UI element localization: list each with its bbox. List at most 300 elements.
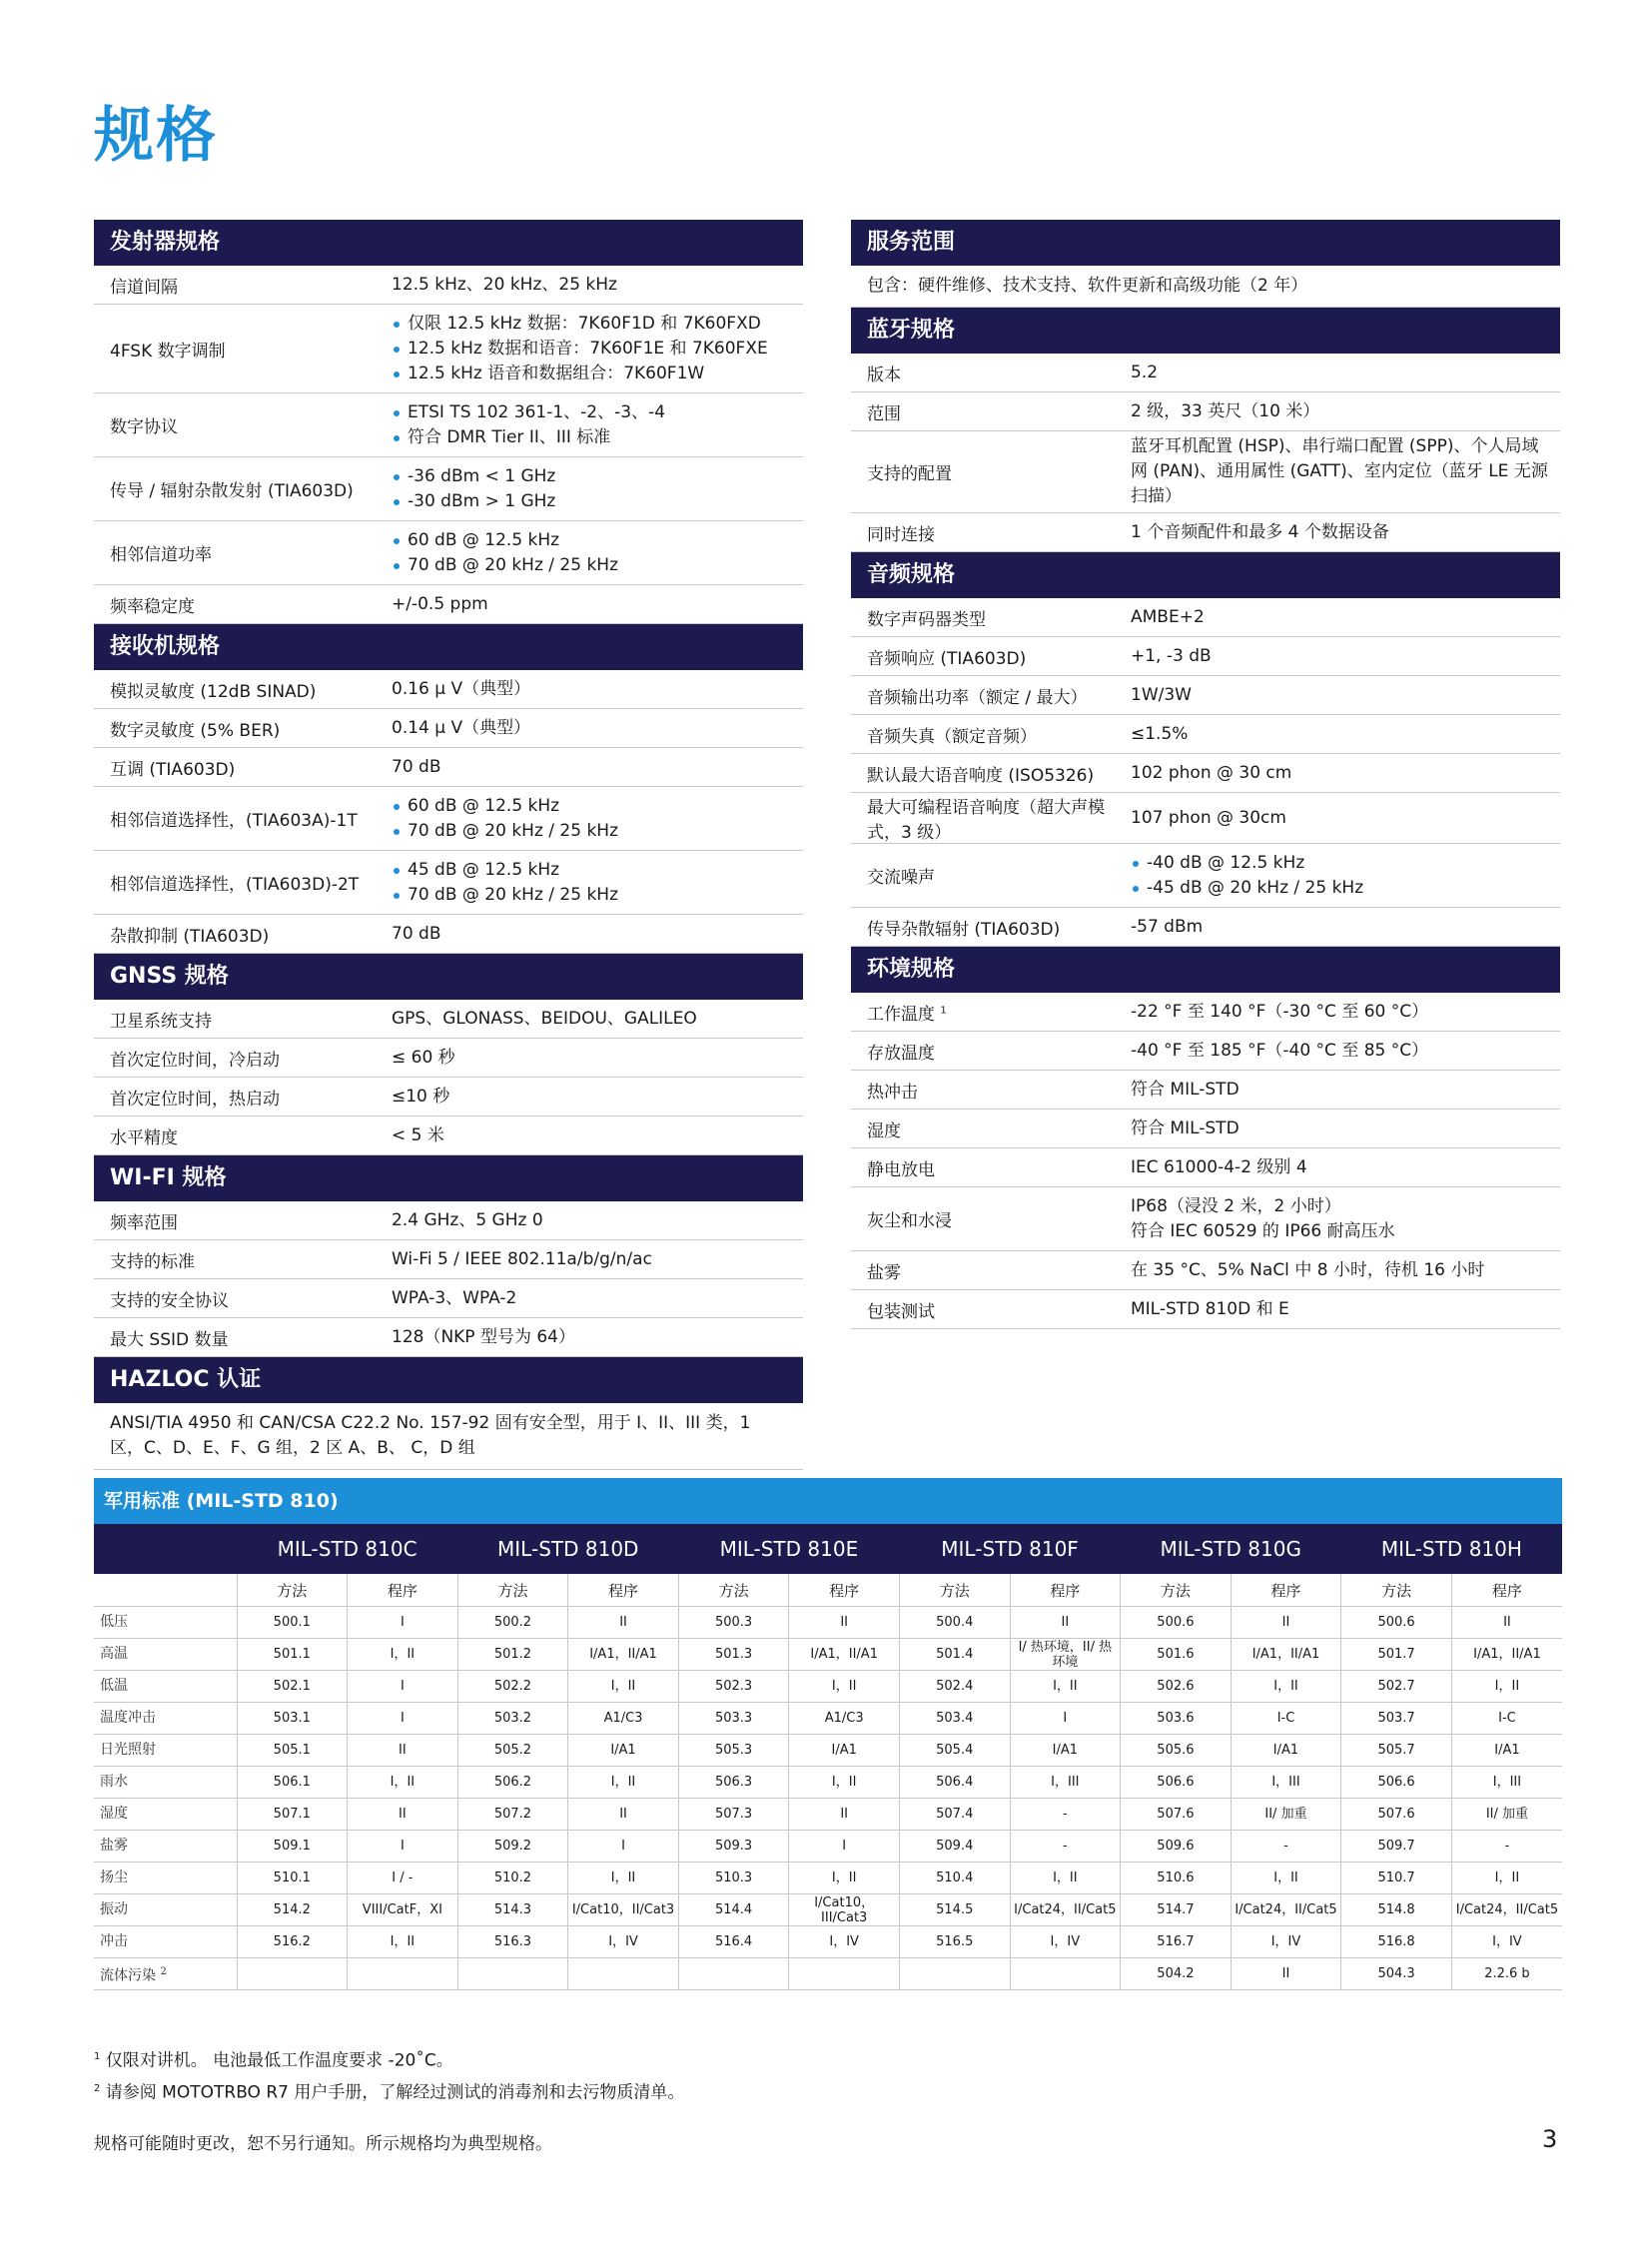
spec-row — [94, 1000, 803, 1039]
spec-row — [851, 431, 1560, 513]
mil-method-cell: 502.3 — [678, 1671, 789, 1703]
mil-procedure-cell: I，II — [1010, 1671, 1121, 1703]
spec-label-text: 模拟灵敏度 (12dB SINAD) — [110, 681, 317, 702]
section-note: 包含：硬件维修、技术支持、软件更新和高级功能（2 年） — [851, 266, 1560, 308]
mil-method-cell: 502.2 — [457, 1671, 568, 1703]
spec-row — [94, 670, 803, 709]
mil-procedure-cell: I/A1 — [789, 1735, 900, 1767]
footnote-1 — [94, 2043, 684, 2075]
spec-bullet-item: 45 dB @ 12.5 kHz — [392, 858, 793, 883]
mil-procedure-header: 程序 — [348, 1574, 458, 1607]
spec-value — [1131, 1075, 1560, 1106]
footnotes — [94, 2043, 684, 2106]
mil-method-cell: 500.2 — [457, 1607, 568, 1639]
spec-label-text: 音频失真（额定音频） — [867, 726, 1037, 747]
spec-bullet-item: 70 dB @ 20 kHz / 25 kHz — [392, 883, 793, 908]
spec-value-line: GPS、GLONASS、BEIDOU、GALILEO — [392, 1008, 697, 1029]
spec-value-line: 70 dB — [392, 923, 441, 944]
mil-row-label-text: 低温 — [100, 1678, 128, 1694]
mil-row-label-text: 低压 — [100, 1614, 128, 1630]
spec-value — [392, 589, 803, 620]
spec-label — [851, 793, 1111, 843]
spec-label-text: 包装测试 — [867, 1301, 935, 1322]
spec-label — [94, 755, 392, 780]
spec-value — [392, 674, 803, 705]
mil-method-cell: 501.4 — [899, 1639, 1010, 1671]
mil-method-cell: 505.7 — [1341, 1735, 1452, 1767]
mil-procedure-cell: I/A1，II/A1 — [568, 1639, 679, 1671]
spec-value-line: +1, -3 dB — [1131, 645, 1212, 666]
spec-label — [94, 677, 392, 702]
mil-method-cell: 503.6 — [1121, 1703, 1232, 1735]
mil-method-cell: 507.6 — [1341, 1799, 1452, 1831]
footnote-mark: 2 — [94, 2082, 101, 2094]
mil-method-cell: 507.6 — [1121, 1799, 1232, 1831]
spec-row — [94, 1117, 803, 1155]
mil-method-cell: 500.3 — [678, 1607, 789, 1639]
spec-label-text: 灰尘和水浸 — [867, 1211, 952, 1231]
mil-procedure-cell: I，II — [789, 1671, 900, 1703]
spec-label — [94, 273, 392, 298]
table-row — [94, 1767, 1562, 1799]
mil-method-cell: 504.3 — [1341, 1958, 1452, 1990]
mil-procedure-cell: II — [1010, 1607, 1121, 1639]
mil-procedure-cell: I，IV — [568, 1926, 679, 1958]
mil-procedure-cell: II/ 加重 — [1231, 1799, 1341, 1831]
mil-procedure-cell: I，III — [1451, 1767, 1562, 1799]
spec-label — [851, 1039, 1131, 1064]
mil-method-cell: 501.7 — [1341, 1639, 1452, 1671]
spec-value — [392, 713, 803, 744]
mil-procedure-cell: I — [348, 1831, 458, 1863]
spec-label-text: 数字协议 — [110, 417, 178, 437]
mil-procedure-cell: I/Cat24，II/Cat5 — [1010, 1894, 1121, 1926]
spec-label-text: 音频输出功率（额定 / 最大） — [867, 687, 1088, 708]
spec-label-text: 支持的配置 — [867, 464, 952, 484]
table-row — [94, 1894, 1562, 1926]
mil-method-cell: 502.6 — [1121, 1671, 1232, 1703]
spec-row — [851, 844, 1560, 908]
mil-method-cell: 506.4 — [899, 1767, 1010, 1799]
spec-label — [851, 1155, 1131, 1180]
spec-value — [1131, 1114, 1560, 1144]
spec-value-line: 符合 MIL-STD — [1131, 1079, 1239, 1100]
spec-row — [94, 748, 803, 787]
mil-method-cell: 514.7 — [1121, 1894, 1232, 1926]
mil-procedure-cell — [1010, 1958, 1121, 1990]
spec-label — [94, 1325, 392, 1350]
section-header: 蓝牙规格 — [851, 308, 1560, 354]
spec-row — [94, 1078, 803, 1117]
table-row — [94, 1735, 1562, 1767]
left-spec-column — [94, 220, 803, 1470]
mil-procedure-cell: I/A1，II/A1 — [1231, 1639, 1341, 1671]
spec-value-line: ≤ 60 秒 — [392, 1047, 455, 1068]
spec-label-text: 盐雾 — [867, 1262, 901, 1283]
footnote-ref: 2 — [160, 1965, 167, 1977]
mil-procedure-cell: I，IV — [1231, 1926, 1341, 1958]
spec-value — [392, 397, 803, 453]
mil-procedure-cell: - — [1010, 1831, 1121, 1863]
spec-row — [94, 915, 803, 954]
table-row — [94, 1958, 1562, 1990]
spec-row — [851, 793, 1560, 844]
spec-value-line: IP68（浸没 2 米，2 小时） — [1131, 1195, 1341, 1216]
mil-procedure-cell: I，IV — [1010, 1926, 1121, 1958]
mil-method-cell: 506.3 — [678, 1767, 789, 1799]
spec-value — [392, 1043, 803, 1074]
spec-label — [851, 399, 1131, 424]
spec-row — [851, 1110, 1560, 1148]
mil-procedure-cell: I/A1 — [1451, 1735, 1562, 1767]
spec-label — [851, 459, 1131, 484]
mil-row-label — [94, 1735, 237, 1767]
mil-method-cell: 505.6 — [1121, 1735, 1232, 1767]
spec-label-text: 支持的安全协议 — [110, 1290, 229, 1311]
spec-value — [392, 752, 803, 783]
spec-label — [851, 863, 1131, 888]
mil-method-cell: 503.2 — [457, 1703, 568, 1735]
mil-method-cell: 510.3 — [678, 1863, 789, 1894]
mil-method-cell: 510.2 — [457, 1863, 568, 1894]
mil-procedure-cell: I，II — [1010, 1863, 1121, 1894]
footnote-2 — [94, 2075, 684, 2107]
mil-procedure-cell: A1/C3 — [568, 1703, 679, 1735]
spec-label — [851, 761, 1111, 786]
mil-row-label-text: 流体污染 — [100, 1967, 156, 1984]
section-header: WI-FI 规格 — [94, 1155, 803, 1201]
spec-label — [94, 806, 392, 831]
spec-value-line: 1 个音频配件和最多 4 个数据设备 — [1131, 521, 1389, 542]
mil-method-cell: 500.6 — [1121, 1607, 1232, 1639]
spec-value — [1131, 1294, 1560, 1325]
spec-bullet-item: 60 dB @ 12.5 kHz — [392, 528, 793, 553]
table-row — [94, 1607, 1562, 1639]
spec-label-text: 相邻信道选择性，(TIA603D)-2T — [110, 875, 360, 895]
spec-label-text: 首次定位时间，热启动 — [110, 1089, 280, 1110]
mil-method-cell: 506.2 — [457, 1767, 568, 1799]
mil-procedure-cell — [789, 1958, 900, 1990]
mil-row-label-text: 盐雾 — [100, 1838, 128, 1854]
right-spec-column — [851, 220, 1560, 1329]
mil-procedure-cell — [568, 1958, 679, 1990]
spec-value-line: 2.4 GHz、5 GHz 0 — [392, 1209, 543, 1230]
spec-bullet-item: 70 dB @ 20 kHz / 25 kHz — [392, 553, 793, 578]
mil-row-label — [94, 1926, 237, 1958]
spec-value-line: 107 phon @ 30cm — [1131, 807, 1286, 828]
page-number: 3 — [1542, 2125, 1558, 2153]
spec-row — [94, 457, 803, 521]
section-header: 接收机规格 — [94, 624, 803, 670]
page-title: 规格 — [94, 101, 218, 171]
mil-method-cell: 502.7 — [1341, 1671, 1452, 1703]
spec-row — [851, 1148, 1560, 1187]
spec-bullet-item: -30 dBm > 1 GHz — [392, 489, 793, 514]
mil-method-header: 方法 — [678, 1574, 789, 1607]
spec-value — [392, 1120, 803, 1151]
mil-procedure-cell: I，II — [348, 1639, 458, 1671]
mil-method-cell: 509.3 — [678, 1831, 789, 1863]
mil-procedure-cell: I — [1010, 1703, 1121, 1735]
mil-row-label — [94, 1863, 237, 1894]
mil-method-header: 方法 — [899, 1574, 1010, 1607]
spec-label-text: 湿度 — [867, 1120, 901, 1141]
spec-label-text: 数字灵敏度 (5% BER) — [110, 720, 281, 741]
mil-row-label-text: 振动 — [100, 1901, 128, 1917]
spec-label — [94, 337, 392, 362]
mil-method-cell: 503.7 — [1341, 1703, 1452, 1735]
spec-row — [851, 754, 1560, 793]
spec-value-line: 70 dB — [392, 756, 441, 777]
spec-row — [94, 709, 803, 748]
spec-label-text: 水平精度 — [110, 1127, 178, 1148]
table-row — [94, 1926, 1562, 1958]
mil-procedure-header: 程序 — [1010, 1574, 1121, 1607]
mil-standard-header: MIL-STD 810F — [899, 1524, 1120, 1574]
mil-procedure-cell: I，II — [568, 1671, 679, 1703]
mil-procedure-cell: VIII/CatF，XI — [348, 1894, 458, 1926]
footnote-text: 请参阅 MOTOTRBO R7 用户手册，了解经过测试的消毒剂和去污物质清单。 — [105, 2082, 685, 2103]
mil-procedure-header: 程序 — [1451, 1574, 1562, 1607]
spec-bullet-item: -40 dB @ 12.5 kHz — [1131, 851, 1550, 876]
mil-standard-header: MIL-STD 810C — [237, 1524, 457, 1574]
spec-label — [94, 1286, 392, 1311]
spec-value — [392, 525, 803, 581]
mil-method-cell — [457, 1958, 568, 1990]
spec-value — [392, 919, 803, 950]
spec-row — [94, 1279, 803, 1318]
spec-value — [1131, 517, 1560, 548]
spec-bullet-item: 70 dB @ 20 kHz / 25 kHz — [392, 819, 793, 844]
mil-subheader-blank — [94, 1574, 237, 1607]
spec-value — [1131, 719, 1560, 750]
mil-row-label-text: 高温 — [100, 1646, 128, 1662]
mil-row-label — [94, 1671, 237, 1703]
spec-value-line: ≤10 秒 — [392, 1086, 450, 1107]
mil-method-cell: 504.2 — [1121, 1958, 1232, 1990]
mil-procedure-cell: I/A1 — [1231, 1735, 1341, 1767]
spec-row — [851, 1032, 1560, 1071]
mil-procedure-cell: I — [348, 1671, 458, 1703]
mil-row-label — [94, 1639, 237, 1671]
mil-procedure-cell: I/Cat24，II/Cat5 — [1231, 1894, 1341, 1926]
mil-method-cell: 507.3 — [678, 1799, 789, 1831]
mil-procedure-cell: - — [1010, 1799, 1121, 1831]
mil-method-cell: 506.1 — [237, 1767, 348, 1799]
mil-procedure-cell: II — [348, 1799, 458, 1831]
spec-label-text: 卫星系统支持 — [110, 1011, 212, 1032]
spec-bullet-item: 12.5 kHz 数据和语音：7K60F1E 和 7K60FXE — [392, 337, 793, 362]
spec-value — [1131, 848, 1560, 904]
spec-label-text: 存放温度 — [867, 1043, 935, 1064]
mil-procedure-cell: I，II — [789, 1767, 900, 1799]
mil-procedure-cell: I / - — [348, 1863, 458, 1894]
mil-procedure-cell: I，III — [1010, 1767, 1121, 1799]
mil-method-cell: 502.1 — [237, 1671, 348, 1703]
section-header: 服务范围 — [851, 220, 1560, 266]
spec-value-line: Wi-Fi 5 / IEEE 802.11a/b/g/n/ac — [392, 1248, 652, 1269]
mil-procedure-cell: I/A1，II/A1 — [1451, 1639, 1562, 1671]
mil-procedure-cell: - — [1231, 1831, 1341, 1863]
spec-row — [851, 676, 1560, 715]
spec-value-line: ≤1.5% — [1131, 723, 1189, 744]
spec-value — [1131, 431, 1560, 512]
mil-method-cell: 502.4 — [899, 1671, 1010, 1703]
mil-row-label — [94, 1831, 237, 1863]
mil-procedure-header: 程序 — [568, 1574, 679, 1607]
spec-label — [851, 683, 1111, 708]
spec-label — [851, 1258, 1131, 1283]
mil-procedure-cell: I/A1，II/A1 — [789, 1639, 900, 1671]
mil-procedure-cell: A1/C3 — [789, 1703, 900, 1735]
spec-value-line: 12.5 kHz、20 kHz、25 kHz — [392, 274, 617, 295]
mil-method-cell — [899, 1958, 1010, 1990]
mil-method-cell: 505.3 — [678, 1735, 789, 1767]
spec-label-text: 4FSK 数字调制 — [110, 341, 226, 362]
spec-value — [392, 1205, 803, 1236]
mil-procedure-cell: I — [348, 1607, 458, 1639]
mil-method-cell: 510.6 — [1121, 1863, 1232, 1894]
spec-value — [392, 1082, 803, 1113]
mil-method-cell: 514.8 — [1341, 1894, 1452, 1926]
spec-bullet-item: 12.5 kHz 语音和数据组合：7K60F1W — [392, 362, 793, 386]
spec-label — [94, 1046, 392, 1071]
mil-method-cell: 500.1 — [237, 1607, 348, 1639]
table-row — [94, 1639, 1562, 1671]
spec-label — [851, 644, 1131, 669]
spec-label-text: 互调 (TIA603D) — [110, 759, 236, 780]
spec-value-line: 1W/3W — [1131, 684, 1192, 705]
spec-value-line: WPA-3、WPA-2 — [392, 1287, 517, 1308]
spec-row — [851, 908, 1560, 947]
mil-row-label — [94, 1799, 237, 1831]
mil-row-label — [94, 1767, 237, 1799]
spec-value-line: MIL-STD 810D 和 E — [1131, 1298, 1289, 1319]
spec-value — [392, 1283, 803, 1314]
spec-label — [94, 592, 392, 617]
spec-bullet-item: 仅限 12.5 kHz 数据：7K60F1D 和 7K60FXD — [392, 312, 793, 337]
spec-value — [1131, 1255, 1560, 1286]
footnote-ref: 1 — [940, 1004, 947, 1016]
mil-procedure-cell: I/Cat10，III/Cat3 — [789, 1894, 900, 1926]
spec-label-text: 工作温度 — [867, 1004, 935, 1025]
spec-row — [851, 354, 1560, 392]
mil-procedure-cell: II — [1231, 1607, 1341, 1639]
mil-procedure-cell: I，II — [568, 1767, 679, 1799]
mil-method-cell: 509.7 — [1341, 1831, 1452, 1863]
mil-std-section — [94, 1478, 1562, 1990]
mil-procedure-cell: II — [348, 1735, 458, 1767]
spec-label-text: 数字声码器类型 — [867, 609, 986, 630]
mil-method-cell: 509.4 — [899, 1831, 1010, 1863]
spec-value-line: AMBE+2 — [1131, 606, 1205, 627]
mil-row-label-text: 温度冲击 — [100, 1710, 156, 1726]
spec-value — [1131, 680, 1560, 711]
mil-method-cell — [237, 1958, 348, 1990]
section-header: 发射器规格 — [94, 220, 803, 266]
mil-procedure-cell: I-C — [1451, 1703, 1562, 1735]
mil-procedure-cell: I — [789, 1831, 900, 1863]
spec-row — [851, 598, 1560, 637]
spec-label — [94, 412, 392, 437]
mil-procedure-cell: I，II — [1231, 1863, 1341, 1894]
spec-value-line: 128（NKP 型号为 64） — [392, 1326, 576, 1347]
spec-label — [94, 716, 392, 741]
mil-method-cell: 514.2 — [237, 1894, 348, 1926]
spec-row — [94, 1318, 803, 1357]
table-row — [94, 1799, 1562, 1831]
spec-label — [851, 1000, 1131, 1025]
spec-label-text: 默认最大语音响度 (ISO5326) — [867, 765, 1095, 786]
spec-value — [392, 309, 803, 389]
spec-value-line: -40 °F 至 185 °F（-40 °C 至 85 °C） — [1131, 1040, 1429, 1061]
spec-label — [851, 722, 1131, 747]
mil-method-cell: 510.4 — [899, 1863, 1010, 1894]
spec-value — [1131, 1191, 1560, 1247]
spec-value — [392, 1322, 803, 1353]
section-header: GNSS 规格 — [94, 954, 803, 1000]
spec-value-line: 2 级，33 英尺（10 米） — [1131, 400, 1320, 421]
mil-method-cell: 516.3 — [457, 1926, 568, 1958]
spec-label — [94, 476, 392, 501]
mil-procedure-cell: II — [789, 1607, 900, 1639]
spec-label-text: 版本 — [867, 365, 901, 385]
mil-standard-header: MIL-STD 810E — [678, 1524, 899, 1574]
mil-method-cell: 503.3 — [678, 1703, 789, 1735]
spec-label-text: 音频响应 (TIA603D) — [867, 648, 1027, 669]
spec-row — [94, 1201, 803, 1240]
mil-standard-header: MIL-STD 810G — [1121, 1524, 1341, 1574]
mil-procedure-cell: I，IV — [789, 1926, 900, 1958]
mil-method-cell: 514.5 — [899, 1894, 1010, 1926]
spec-label-text: 传导 / 辐射杂散发射 (TIA603D) — [110, 481, 354, 501]
spec-row — [94, 787, 803, 851]
spec-value-line: -22 °F 至 140 °F（-30 °C 至 60 °C） — [1131, 1001, 1429, 1022]
mil-procedure-cell: I-C — [1231, 1703, 1341, 1735]
mil-method-cell: 501.6 — [1121, 1639, 1232, 1671]
spec-bullet-item: 符合 DMR Tier II、III 标准 — [392, 425, 793, 450]
spec-row — [94, 305, 803, 393]
spec-value — [392, 270, 803, 301]
spec-row — [851, 1071, 1560, 1110]
mil-procedure-cell: I，II — [789, 1863, 900, 1894]
spec-row — [94, 1240, 803, 1279]
spec-label-text: 频率范围 — [110, 1212, 178, 1233]
spec-label-text: 最大 SSID 数量 — [110, 1329, 229, 1350]
spec-label-text: 最大可编程语音响度（超大声模式，3 级） — [867, 798, 1105, 843]
spec-row — [94, 521, 803, 585]
spec-label — [851, 361, 1131, 385]
mil-row-label-text: 雨水 — [100, 1774, 128, 1790]
mil-method-cell: 516.5 — [899, 1926, 1010, 1958]
mil-method-header: 方法 — [237, 1574, 348, 1607]
spec-value — [392, 461, 803, 517]
spec-label — [851, 520, 1131, 545]
mil-method-cell: 503.1 — [237, 1703, 348, 1735]
spec-row — [94, 1039, 803, 1078]
mil-std-title: 军用标准 (MIL-STD 810) — [94, 1478, 1562, 1524]
mil-method-cell: 507.4 — [899, 1799, 1010, 1831]
mil-corner-cell — [94, 1524, 237, 1574]
spec-label — [94, 1085, 392, 1110]
mil-procedure-cell — [348, 1958, 458, 1990]
mil-method-cell: 516.8 — [1341, 1926, 1452, 1958]
mil-method-cell: 510.1 — [237, 1863, 348, 1894]
spec-value — [1131, 602, 1560, 633]
spec-value — [1131, 803, 1560, 834]
mil-procedure-cell: II — [789, 1799, 900, 1831]
mil-procedure-cell: I — [348, 1703, 458, 1735]
